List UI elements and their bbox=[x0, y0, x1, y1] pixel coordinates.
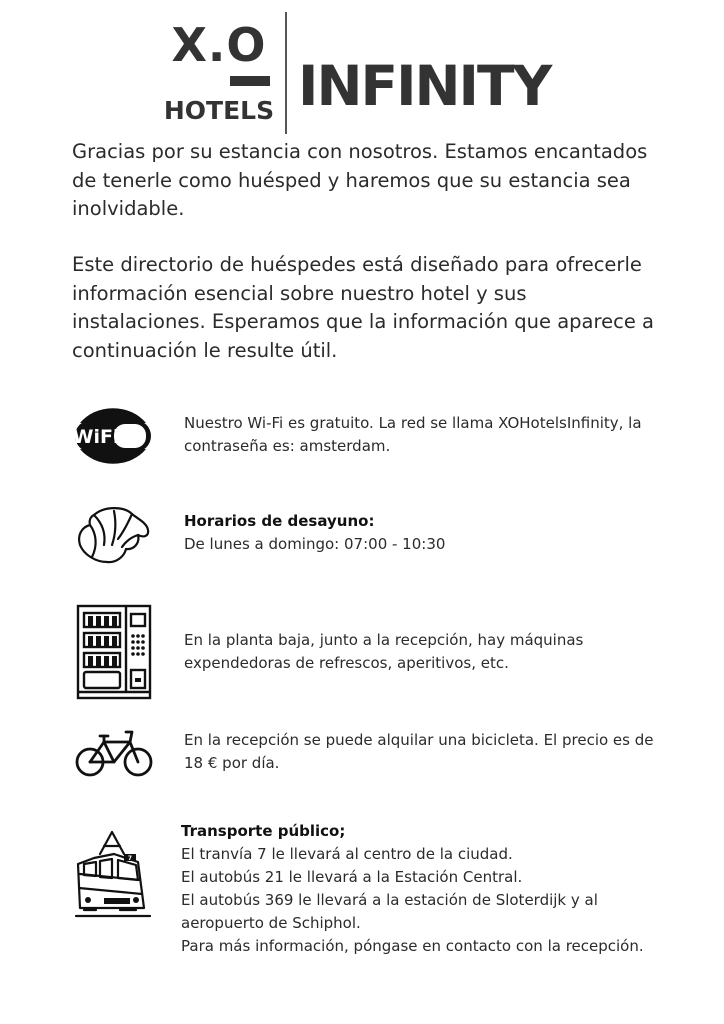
wifi-icon bbox=[72, 405, 154, 465]
xo-hotels-logo bbox=[160, 18, 278, 125]
intro-paragraph-2: Este directorio de huéspedes está diseñado para ofrecerle información esencial sobre nuestro hotel y sus instalaciones. Esperamos que la información que aparece a continuación le resulte útil. bbox=[72, 253, 654, 362]
wifi-text: Nuestro Wi-Fi es gratuito. La red se llama XOHotelsInfinity, la contraseña es: amsterdam. bbox=[184, 414, 642, 455]
transport-line: Para más información, póngase en contacto con la recepción. bbox=[181, 937, 644, 955]
transport-title: Transporte público; bbox=[181, 822, 346, 840]
wifi-icon-label: WiFi bbox=[72, 426, 120, 448]
wifi-info bbox=[184, 412, 654, 458]
logo-underline bbox=[230, 76, 270, 86]
bicycle-icon bbox=[74, 726, 154, 778]
transport-line: El autobús 369 le llevará a la estación de Sloterdijk y al aeropuerto de Schiphol. bbox=[181, 891, 598, 932]
logo-hotels-text: HOTELS bbox=[163, 96, 275, 125]
bicycle-info bbox=[184, 729, 654, 775]
vending-machine-icon bbox=[76, 604, 152, 700]
croissant-icon bbox=[74, 505, 152, 567]
tram-icon bbox=[74, 828, 152, 920]
breakfast-hours: De lunes a domingo: 07:00 - 10:30 bbox=[184, 535, 446, 553]
hotel-logo bbox=[160, 12, 560, 136]
breakfast-info bbox=[184, 510, 654, 556]
vending-text: En la planta baja, junto a la recepción, hay máquinas expendedoras de refrescos, aperitivos, etc. bbox=[184, 631, 584, 672]
vending-info bbox=[184, 629, 654, 675]
transport-info bbox=[181, 820, 651, 958]
logo-divider bbox=[285, 12, 287, 134]
tram-route-number: 7 bbox=[127, 855, 133, 862]
bicycle-text: En la recepción se puede alquilar una bicicleta. El precio es de 18 € por día. bbox=[184, 731, 654, 772]
logo-xo-text: X.O bbox=[171, 18, 267, 72]
intro-paragraph-1: Gracias por su estancia con nosotros. Estamos encantados de tenerle como huésped y haremos que su estancia sea inolvidable. bbox=[72, 140, 648, 220]
breakfast-title: Horarios de desayuno: bbox=[184, 512, 375, 530]
logo-infinity-text: INFINITY bbox=[298, 54, 551, 118]
transport-line: El tranvía 7 le llevará al centro de la ciudad. bbox=[181, 845, 513, 863]
transport-line: El autobús 21 le llevará a la Estación Central. bbox=[181, 868, 523, 886]
